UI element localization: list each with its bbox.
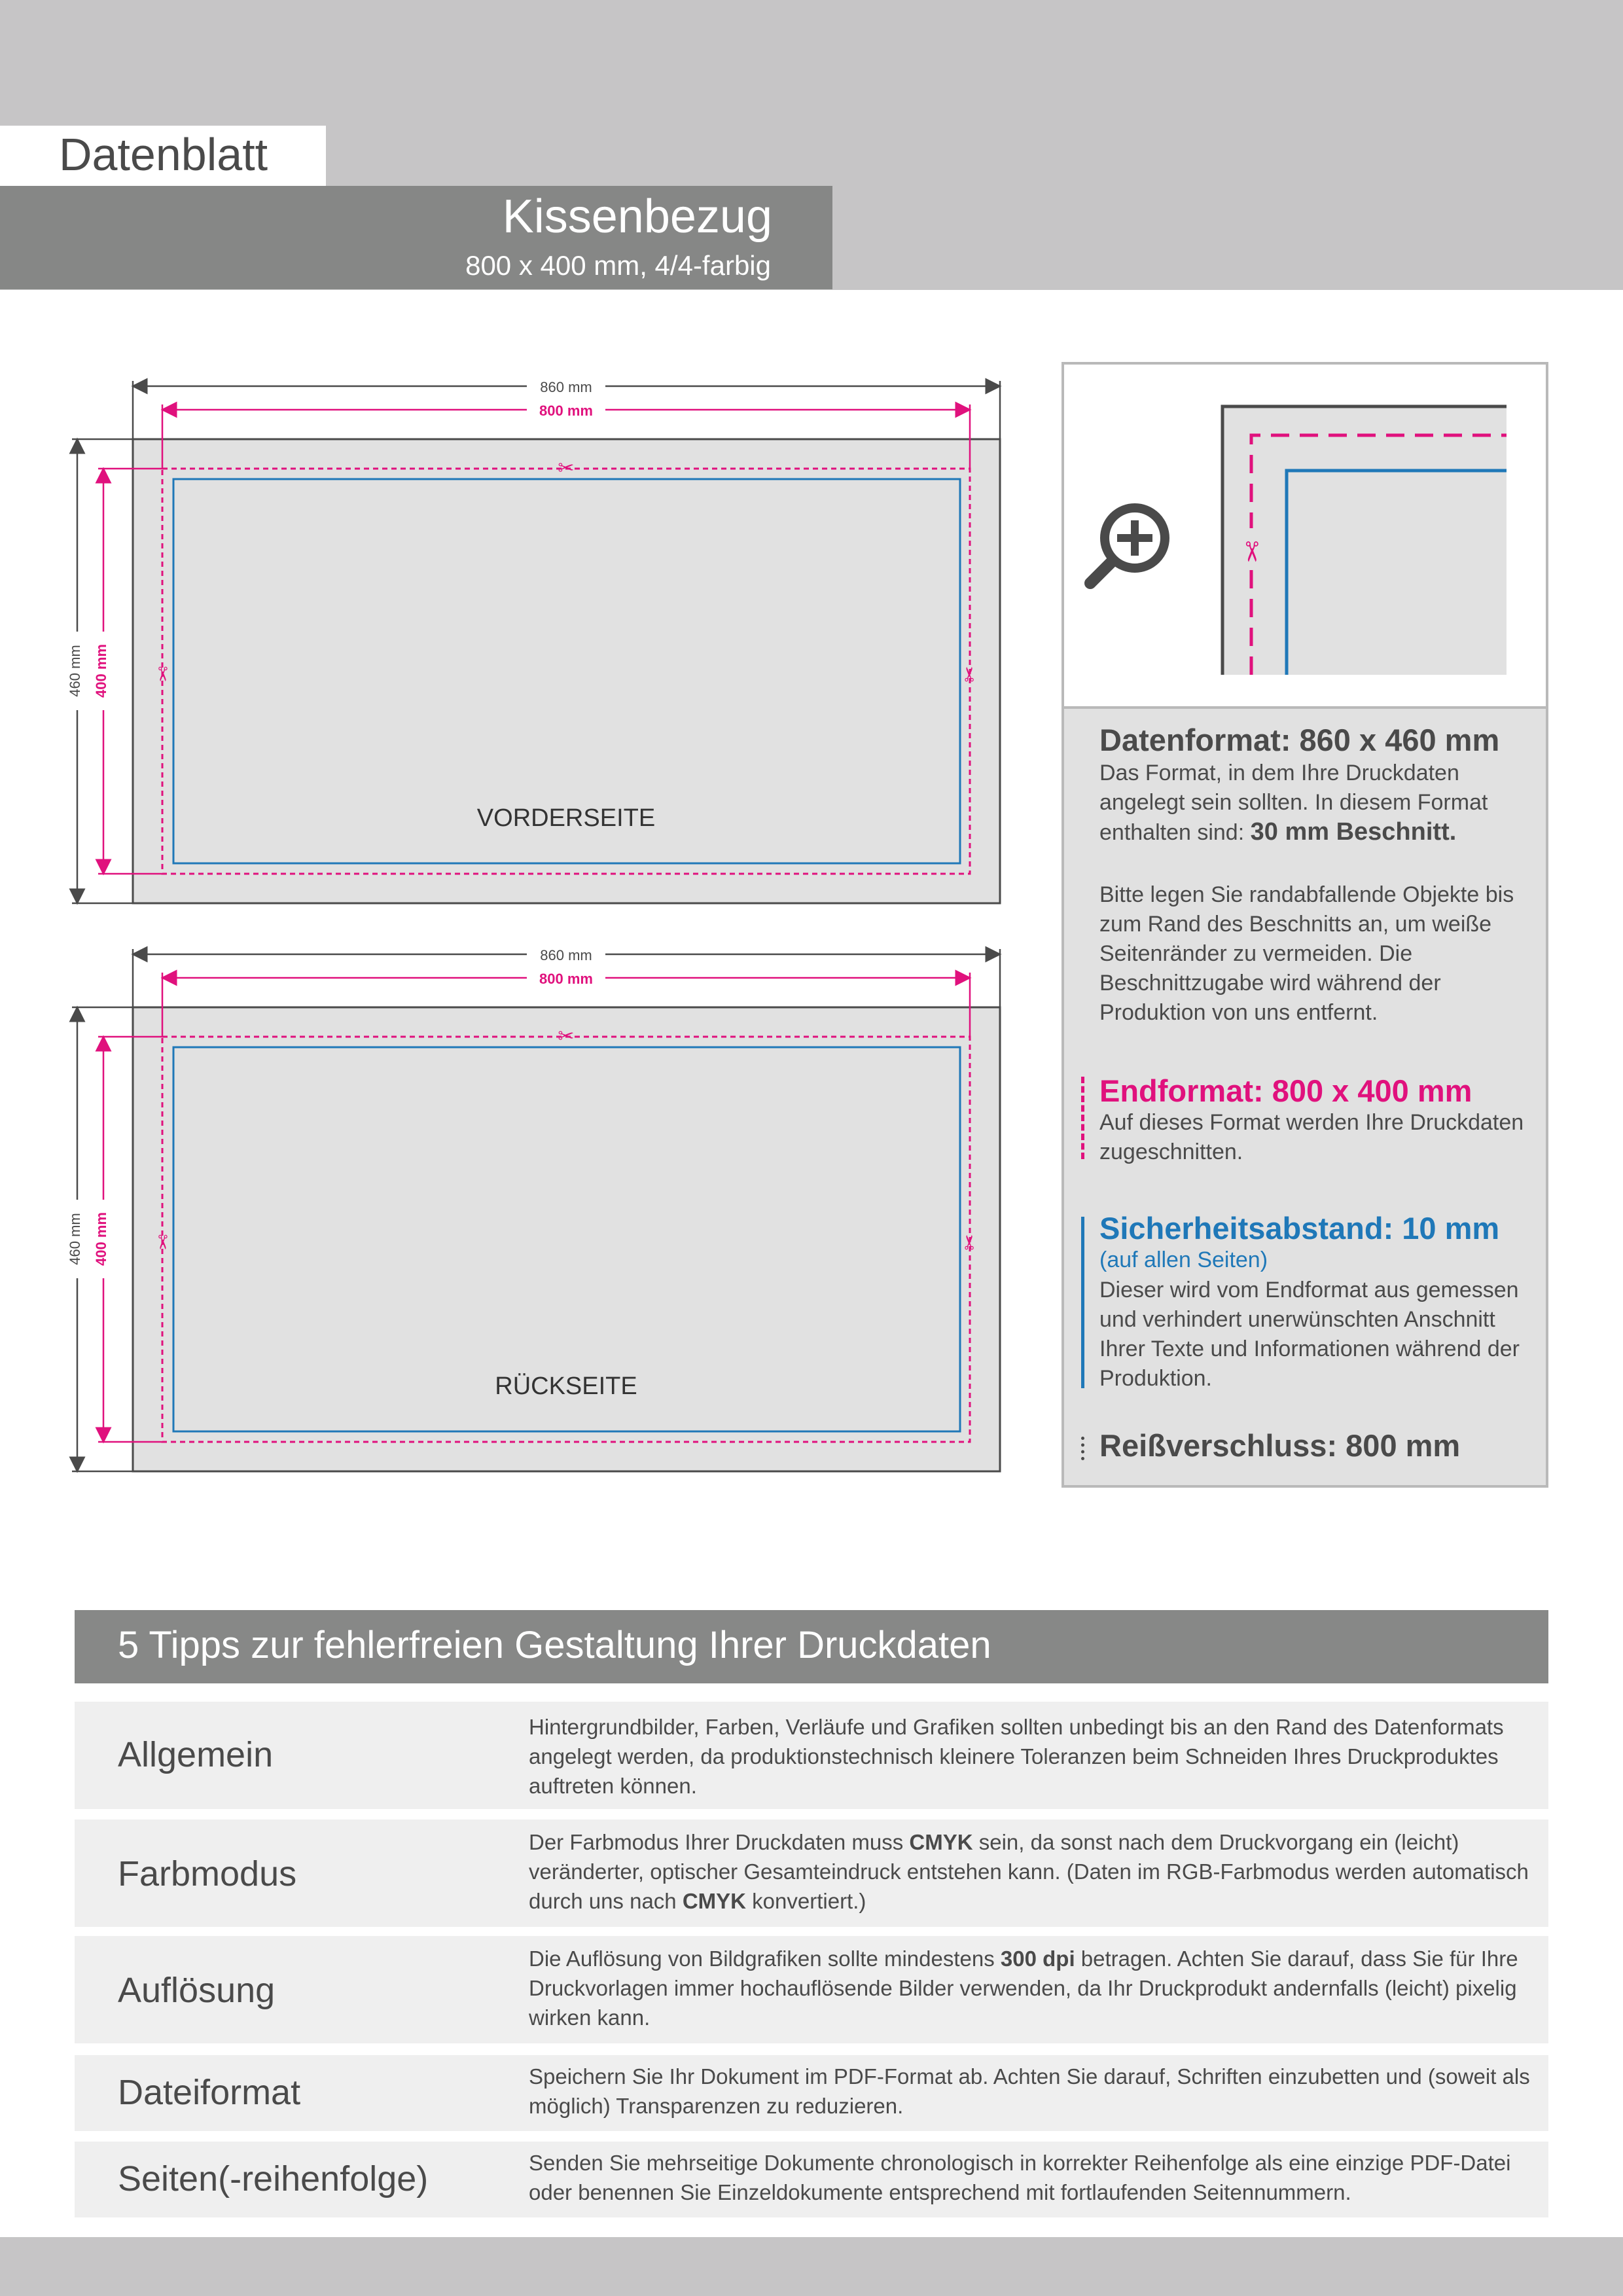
bleed-text: Bitte legen Sie randabfallende Objekte bis zum Rand des Beschnitts an, um weiße Seitenränder zu vermeiden. Die Beschnittzugabe wird während der Produktion von uns entfernt.: [1099, 882, 1514, 1025]
tip-text-bold: CMYK: [909, 1830, 973, 1854]
doc-label: Datenblatt: [59, 129, 268, 180]
tip-row-farbmodus: [75, 1820, 1548, 1927]
safety-marker: [1081, 1217, 1084, 1388]
back-side-label: RÜCKSEITE: [495, 1372, 637, 1400]
back-diagram: [65, 941, 1021, 1478]
tip-text-part: konvertiert.): [746, 1889, 866, 1913]
tip-text: Senden Sie mehrseitige Dokumente chronologisch in korrekter Reihenfolge als eine einzige PDF-Datei oder benennen Sie Einzeldokumente entsprechend mit fortlaufenden Seitennummern.: [529, 2151, 1511, 2204]
tip-text-bold: 300 dpi: [1000, 1946, 1075, 1971]
tip-label: Seiten(-reihenfolge): [118, 2159, 429, 2198]
datenformat-text-body: Das Format, in dem Ihre Druckdaten angelegt sein sollten. In diesem Format enthalten sind:: [1099, 761, 1488, 845]
scissors-icon: ✂: [1236, 540, 1267, 564]
tip-text: Speichern Sie Ihr Dokument im PDF-Format ab. Achten Sie darauf, Schriften einzubetten und (soweit als möglich) Transparenzen zu reduzieren.: [529, 2064, 1530, 2118]
width-final-label: 800 mm: [539, 403, 593, 419]
tip-row-seiten: [75, 2142, 1548, 2217]
svg-text:✂: ✂: [151, 666, 173, 683]
tip-label: Auflösung: [118, 1971, 276, 2010]
sicherheit-sub: (auf allen Seiten): [1099, 1247, 1268, 1272]
svg-text:✂: ✂: [959, 666, 981, 683]
zoom-in-icon: [1090, 508, 1165, 583]
tip-text-part: betragen. Achten Sie darauf, dass Sie für Ihre Druckvorlagen immer hochauflösende Bilder verwenden, da Ihr Druckprodukt andernfalls (leicht) pixelig wirken kann.: [529, 1946, 1518, 2030]
sicherheit-title: Sicherheitsabstand: 10 mm: [1099, 1211, 1500, 1246]
tip-text-bold: CMYK: [682, 1889, 746, 1913]
datenformat-title: Datenformat: 860 x 460 mm: [1099, 723, 1500, 757]
height-final-label: 400 mm: [93, 644, 109, 698]
front-side-label: VORDERSEITE: [476, 804, 656, 832]
bleed-area: [133, 439, 1000, 903]
height-total-label: 460 mm: [67, 1213, 83, 1265]
width-total-label: 860 mm: [540, 947, 592, 963]
tip-label: Farbmodus: [118, 1854, 297, 1893]
front-diagram: [65, 373, 1021, 910]
tip-text: [529, 1944, 1537, 2032]
footer-band: [0, 2237, 1623, 2296]
tip-text-part: sein, da sonst nach dem Druckvorgang ein (leicht) veränderter, optischer Gesamteindruck entstehen kann. (Daten im RGB-Farbmodus werden automatisch durch uns nach: [529, 1830, 1529, 1913]
tip-row-aufloesung: [75, 1936, 1548, 2043]
bleed-area: [133, 1007, 1000, 1471]
tip-label: Dateiformat: [118, 2073, 301, 2112]
product-subtitle: 800 x 400 mm, 4/4-farbig: [465, 250, 771, 281]
tip-text: Hintergrundbilder, Farben, Verläufe und Grafiken sollten unbedingt bis an den Rand des Datenformats angelegt werden, da produktionstechnisch kleinere Toleranzen beim Schneiden Ihres Druckproduktes auftreten können.: [529, 1715, 1504, 1798]
zipper-marker: [1081, 1437, 1084, 1460]
endformat-title: Endformat: 800 x 400 mm: [1099, 1073, 1472, 1108]
zipper-title: Reißverschluss: 800 mm: [1099, 1428, 1461, 1463]
svg-text:✂: ✂: [558, 457, 575, 479]
zoom-detail: [1061, 362, 1548, 709]
tips-title: 5 Tipps zur fehlerfreien Gestaltung Ihrer Druckdaten: [118, 1624, 991, 1666]
svg-text:✂: ✂: [151, 1234, 173, 1251]
trim-marker: [1081, 1077, 1084, 1159]
width-total-label: 860 mm: [540, 379, 592, 395]
tip-text-part: Die Auflösung von Bildgrafiken sollte mindestens: [529, 1946, 1001, 1971]
product-title: Kissenbezug: [502, 190, 772, 243]
height-total-label: 460 mm: [67, 645, 83, 697]
svg-text:✂: ✂: [558, 1026, 575, 1047]
datenformat-bleed: 30 mm Beschnitt.: [1250, 818, 1457, 846]
tip-text: [529, 1827, 1537, 1916]
tip-row-dateiformat: [75, 2055, 1548, 2131]
tip-text-part: Der Farbmodus Ihrer Druckdaten muss: [529, 1830, 910, 1854]
sicherheit-text: Dieser wird vom Endformat aus gemessen und verhindert unerwünschten Anschnitt Ihrer Texte und Informationen während der Produktion.: [1099, 1278, 1520, 1391]
svg-text:✂: ✂: [959, 1234, 981, 1251]
datenformat-text: [1099, 759, 1531, 848]
height-final-label: 400 mm: [93, 1212, 109, 1266]
tip-row-allgemein: [75, 1702, 1548, 1809]
tip-label: Allgemein: [118, 1735, 274, 1774]
info-panel: [1061, 709, 1548, 1488]
endformat-text: Auf dieses Format werden Ihre Druckdaten zugeschnitten.: [1099, 1110, 1524, 1164]
width-final-label: 800 mm: [539, 971, 593, 987]
